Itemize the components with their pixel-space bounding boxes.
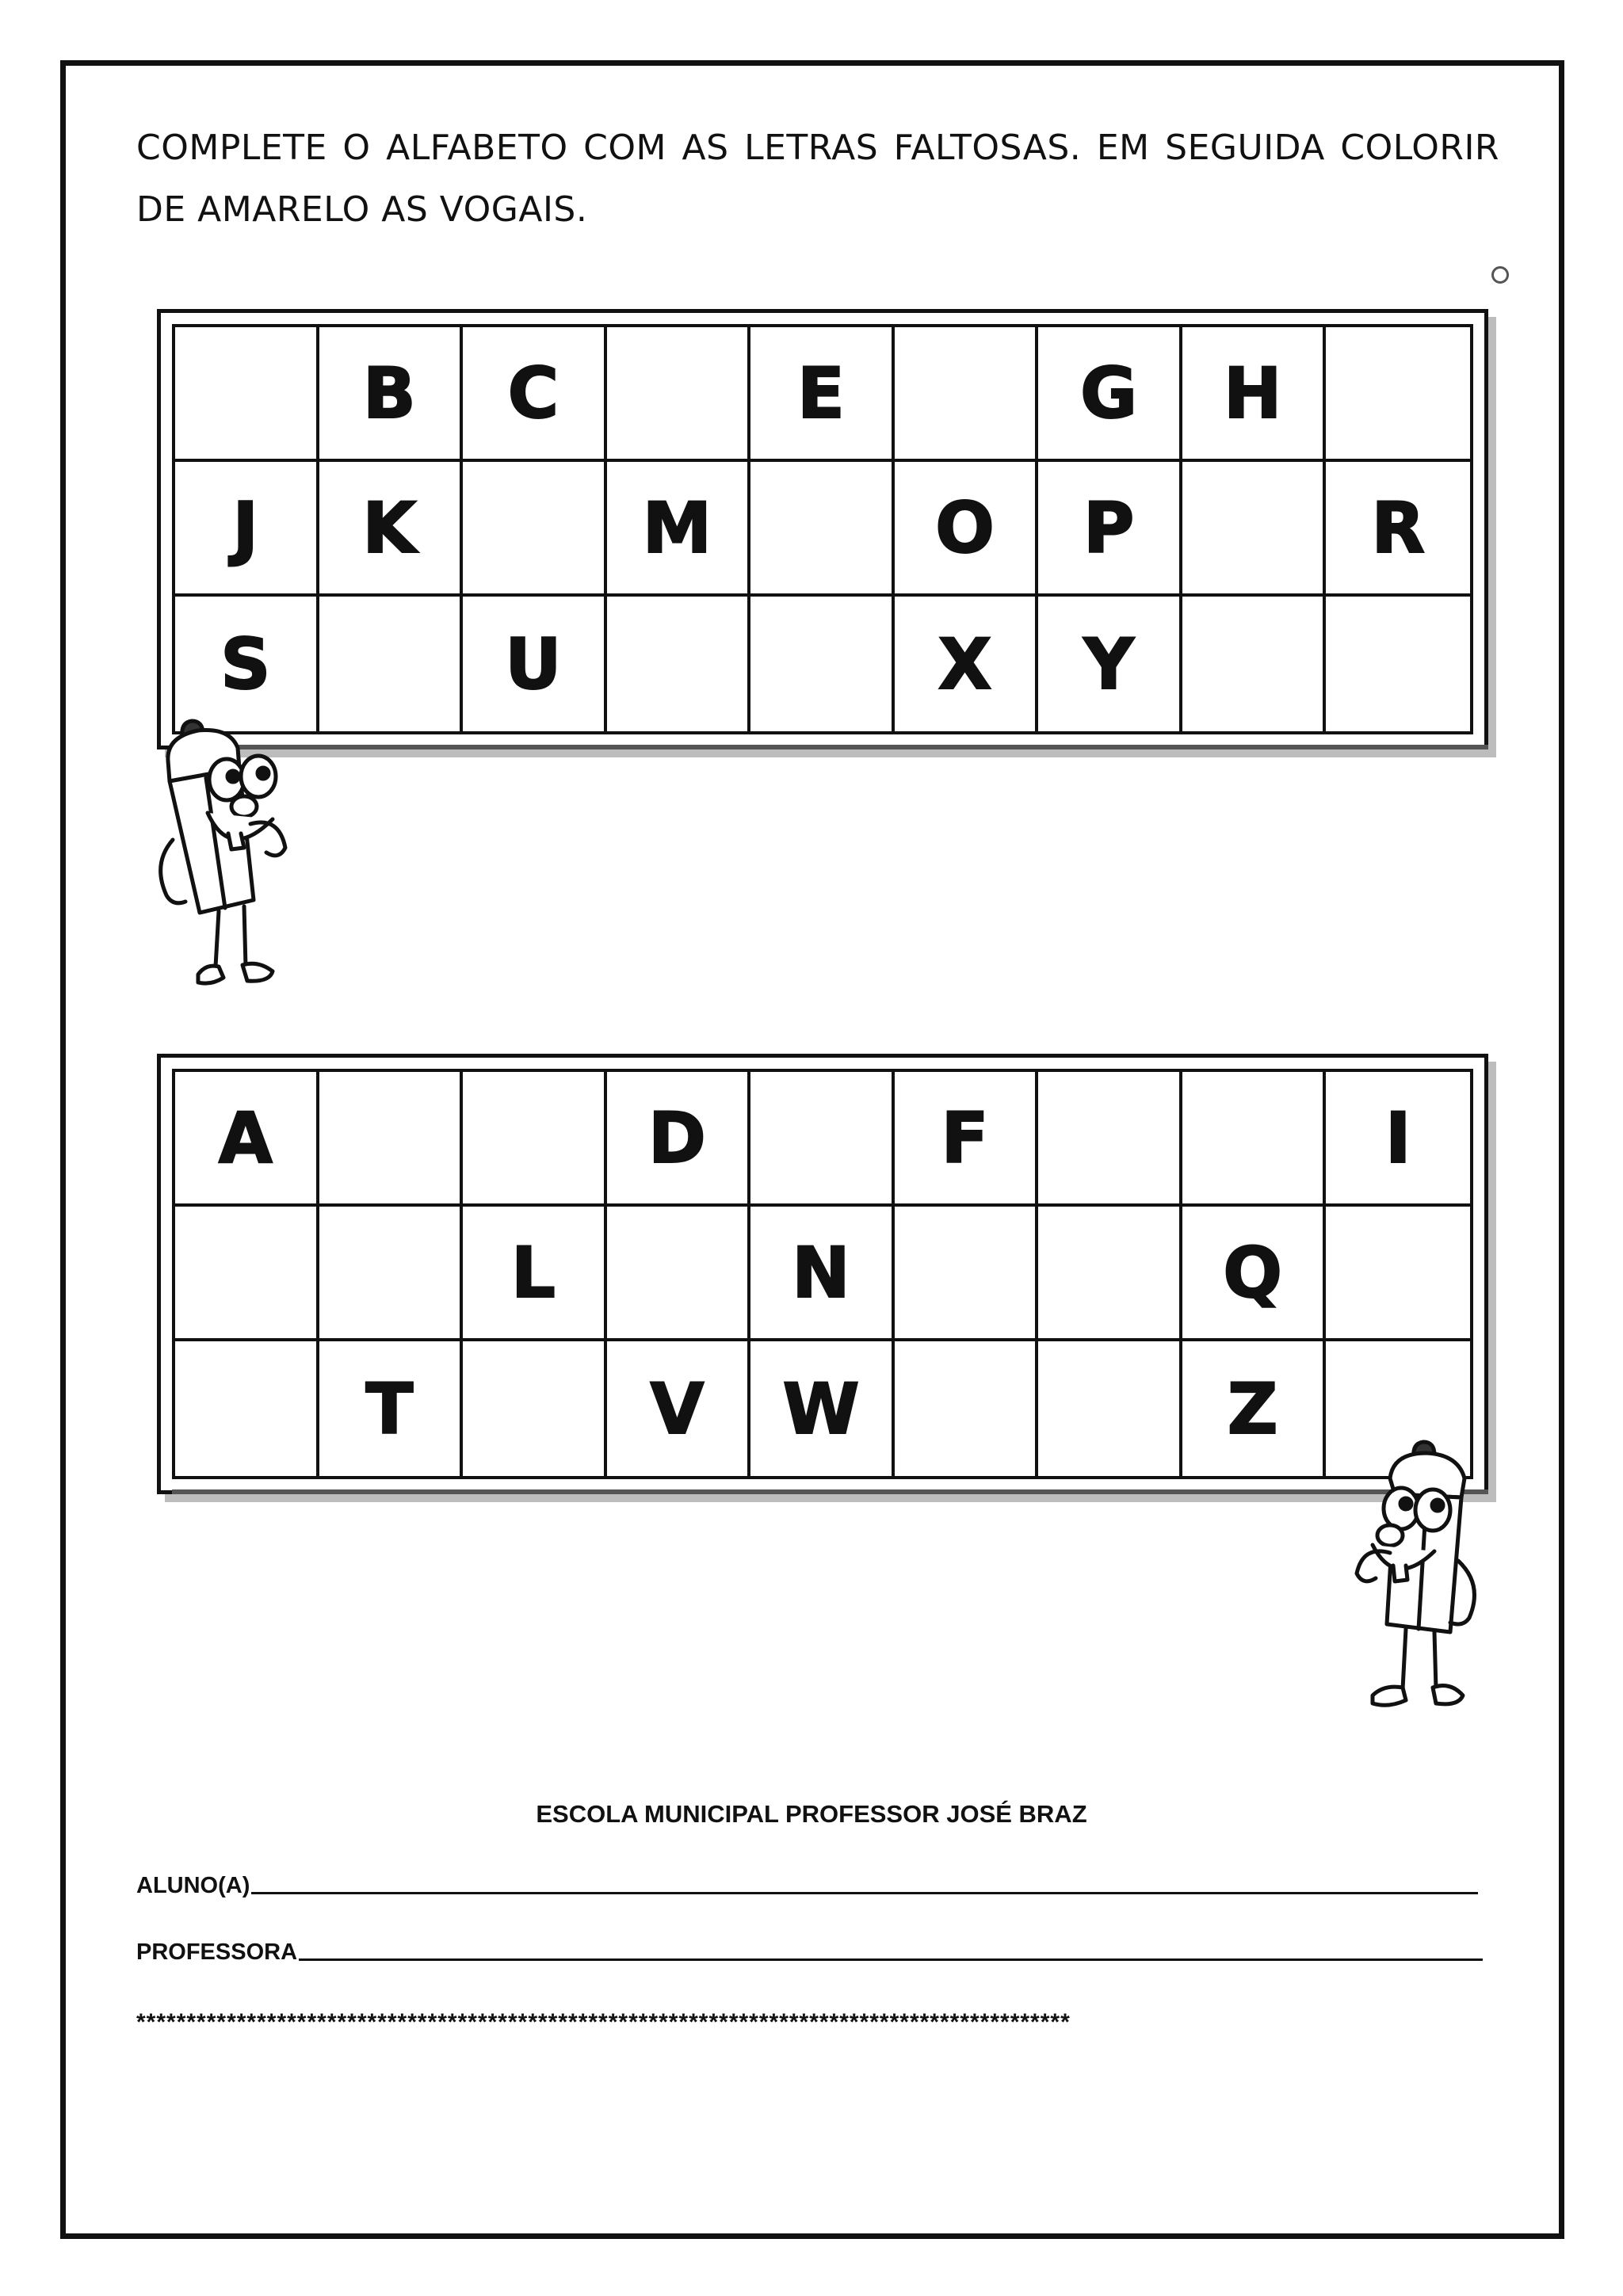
page-dot-mark <box>1491 266 1509 284</box>
student-label: ALUNO(A) <box>136 1873 250 1898</box>
letter-cell[interactable] <box>175 327 319 462</box>
letter-cell[interactable] <box>1182 597 1327 731</box>
letter-cell[interactable]: S <box>175 597 319 731</box>
pencil-mascot-icon <box>1308 1434 1490 1751</box>
letter-cell[interactable]: U <box>463 597 607 731</box>
letter-cell[interactable]: A <box>175 1072 319 1207</box>
letter-cell[interactable]: L <box>463 1207 607 1341</box>
letter-cell[interactable]: J <box>175 462 319 597</box>
letter-cell[interactable]: V <box>607 1341 751 1476</box>
letter-cell[interactable] <box>463 1341 607 1476</box>
teacher-label: PROFESSORA <box>136 1939 298 1965</box>
letter-cell[interactable] <box>1326 597 1470 731</box>
letter-cell[interactable]: Y <box>1038 597 1182 731</box>
letter-cell[interactable]: N <box>750 1207 895 1341</box>
student-name-line[interactable] <box>251 1891 1478 1894</box>
letter-cell[interactable] <box>1182 1072 1327 1207</box>
letter-cell[interactable]: C <box>463 327 607 462</box>
letter-cell[interactable]: R <box>1326 462 1470 597</box>
letter-cell[interactable] <box>319 1207 464 1341</box>
letter-cell[interactable]: P <box>1038 462 1182 597</box>
letter-cell[interactable]: T <box>319 1341 464 1476</box>
pencil-mascot-icon <box>151 713 333 1030</box>
letter-cell[interactable]: O <box>895 462 1039 597</box>
letter-cell[interactable]: B <box>319 327 464 462</box>
alphabet-board-top <box>157 309 1488 749</box>
instruction-text: COMPLETE O ALFABETO COM AS LETRAS FALTOSAS. EM SEGUIDA COLORIR DE AMARELO AS VOGAIS. <box>136 128 1499 230</box>
letter-cell[interactable]: I <box>1326 1072 1470 1207</box>
letter-cell[interactable] <box>463 1072 607 1207</box>
letter-cell[interactable] <box>1038 1207 1182 1341</box>
teacher-name-field[interactable] <box>136 1939 1483 1966</box>
letter-cell[interactable] <box>895 1341 1039 1476</box>
teacher-name-line[interactable] <box>299 1958 1483 1961</box>
letter-cell[interactable] <box>895 327 1039 462</box>
letter-cell[interactable] <box>319 1072 464 1207</box>
letter-cell[interactable] <box>1326 1207 1470 1341</box>
letter-cell[interactable]: G <box>1038 327 1182 462</box>
letter-cell[interactable]: Z <box>1182 1341 1327 1476</box>
letter-cell[interactable]: H <box>1182 327 1327 462</box>
letter-cell[interactable] <box>607 327 751 462</box>
letter-cell[interactable]: W <box>750 1341 895 1476</box>
student-name-field[interactable] <box>136 1873 1478 1899</box>
letter-cell[interactable] <box>1182 462 1327 597</box>
letter-grid-bottom <box>172 1069 1473 1479</box>
letter-cell[interactable] <box>607 597 751 731</box>
letter-cell[interactable] <box>1326 327 1470 462</box>
letter-cell[interactable] <box>895 1207 1039 1341</box>
letter-cell[interactable] <box>750 462 895 597</box>
letter-cell[interactable] <box>175 1207 319 1341</box>
asterisk-separator: ********************************************************************************************* <box>136 2009 1071 2035</box>
letter-cell[interactable]: K <box>319 462 464 597</box>
letter-cell[interactable] <box>1038 1341 1182 1476</box>
letter-cell[interactable] <box>463 462 607 597</box>
letter-cell[interactable] <box>750 1072 895 1207</box>
school-name: ESCOLA MUNICIPAL PROFESSOR JOSÉ BRAZ <box>536 1800 1087 1828</box>
letter-cell[interactable] <box>1038 1072 1182 1207</box>
letter-grid-top <box>172 324 1473 734</box>
letter-cell[interactable] <box>319 597 464 731</box>
letter-cell[interactable] <box>175 1341 319 1476</box>
letter-cell[interactable] <box>750 597 895 731</box>
letter-cell[interactable]: X <box>895 597 1039 731</box>
letter-cell[interactable]: F <box>895 1072 1039 1207</box>
letter-cell[interactable]: M <box>607 462 751 597</box>
letter-cell[interactable]: E <box>750 327 895 462</box>
alphabet-board-bottom <box>157 1054 1488 1494</box>
letter-cell[interactable]: D <box>607 1072 751 1207</box>
letter-cell[interactable]: Q <box>1182 1207 1327 1341</box>
letter-cell[interactable] <box>607 1207 751 1341</box>
